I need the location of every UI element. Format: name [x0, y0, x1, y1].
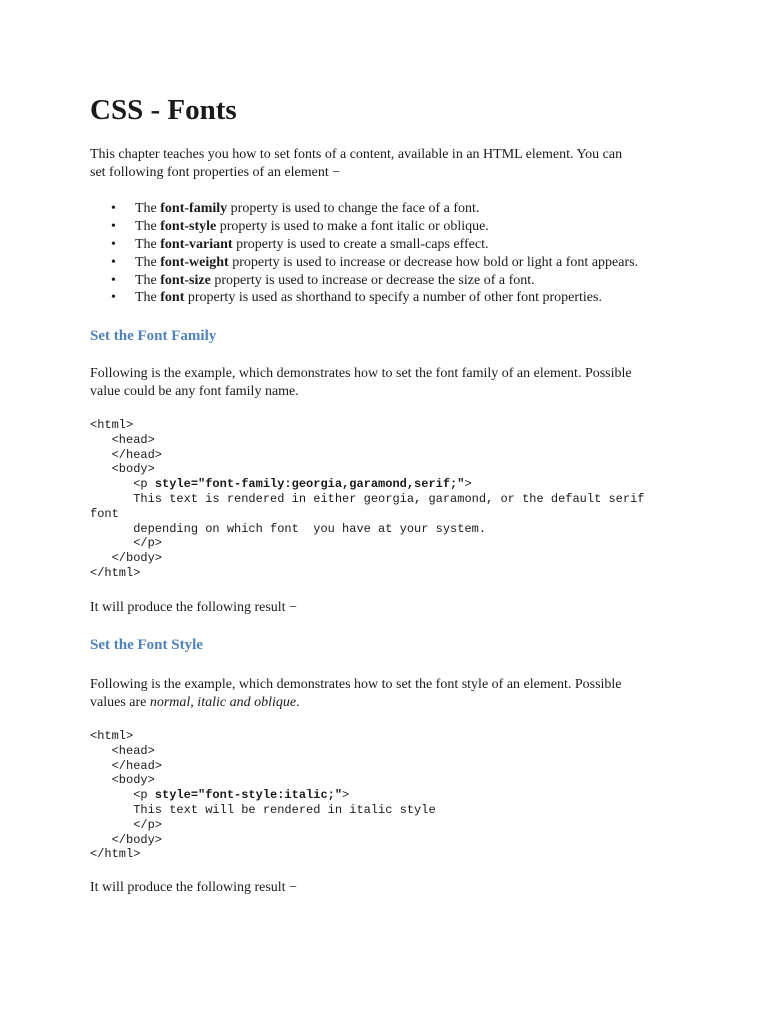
- intro-line-1: This chapter teaches you how to set fonts of a content, available in an HTML element. You can: [90, 147, 623, 162]
- list-item: • The font property is used as shorthand to specify a number of other font properties.: [111, 290, 602, 306]
- bullet-icon: •: [111, 254, 116, 270]
- property-name: font-size: [160, 272, 211, 288]
- font-properties-list: [90, 200, 638, 307]
- section-heading-font-style: Set the Font Style: [90, 637, 203, 653]
- section-font-style-description: Following is the example, which demonstrates how to set the font style of an element. Possible values are normal, italic and oblique.: [90, 677, 622, 710]
- intro-line-2: set following font properties of an element −: [90, 165, 341, 180]
- bullet-icon: •: [111, 272, 116, 288]
- property-name: font-weight: [160, 254, 229, 270]
- intro-paragraph: [90, 146, 690, 182]
- property-name: font-style: [160, 218, 217, 234]
- property-name: font-variant: [160, 236, 233, 252]
- code-block-font-style: <html> <head> </head> <body> <p style="font-style:italic;"> This text will be rendered in italic style </p> </body> </html>: [90, 729, 436, 862]
- section-font-family-description: Following is the example, which demonstrates how to set the font family of an element. Possible value could be any font family name.: [90, 366, 632, 399]
- section-heading-font-family: Set the Font Family: [90, 328, 217, 344]
- bullet-icon: •: [111, 201, 116, 216]
- list-item: • The font-weight property is used to increase or decrease how bold or light a font appears.: [111, 254, 639, 270]
- result-text-font-family: It will produce the following result −: [90, 600, 297, 615]
- page-title: CSS - Fonts: [90, 94, 237, 126]
- bullet-icon: •: [111, 290, 116, 306]
- list-item: • The font-family property is used to change the face of a font.: [111, 201, 480, 216]
- list-item: • The font-variant property is used to create a small-caps effect.: [111, 236, 489, 252]
- bullet-icon: •: [111, 236, 116, 252]
- list-item: • The font-size property is used to increase or decrease the size of a font.: [111, 272, 535, 288]
- code-block-font-family: <html> <head> </head> <body> <p style="font-family:georgia,garamond,serif;"> This text is rendered in either georgia, garamond, or the default serif font depending on which font you have at your system. </p> </body> </html>: [90, 418, 645, 580]
- bullet-icon: •: [111, 218, 116, 234]
- property-name: font: [160, 290, 185, 306]
- list-item: • The font-style property is used to make a font italic or oblique.: [111, 218, 489, 234]
- result-text-font-style: It will produce the following result −: [90, 880, 297, 895]
- property-name: font-family: [160, 201, 228, 216]
